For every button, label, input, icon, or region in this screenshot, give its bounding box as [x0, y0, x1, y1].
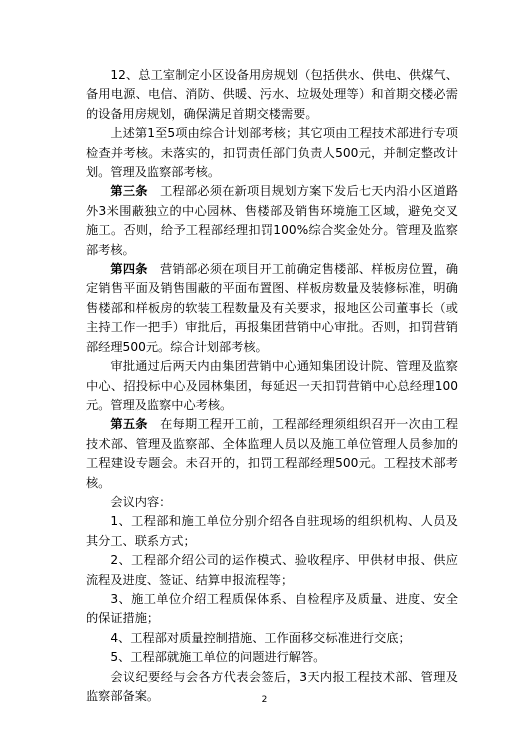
document-body	[86, 66, 458, 706]
paragraph-text: 3、施工单位介绍工程质保体系、自检程序及质量、进度、安全的保证措施；	[86, 591, 458, 626]
paragraph-meeting-content-heading	[86, 493, 458, 512]
paragraph-text: 在每期工程开工前，工程部经理须组织召开一次由工程技术部、管理及监察部、全体监理人员以及施工单位管理人员参加的工程建设专题会。未召开的，扣罚工程部经理500元。工程技术部考核。	[86, 417, 459, 490]
article-heading: 第三条	[110, 184, 148, 199]
paragraph-text: 1、工程部和施工单位分别介绍各自驻现场的组织机构、人员及其分工、联系方式；	[86, 514, 458, 548]
paragraph-article-4	[86, 260, 458, 357]
article-heading: 第五条	[110, 417, 148, 432]
paragraph-approval-note	[86, 357, 458, 415]
paragraph-text: 会议纪要经与会各方代表会签后，3天内报工程技术部、管理及监察部备案。	[86, 669, 458, 703]
paragraph-meeting-item-2	[86, 551, 458, 590]
paragraph-item-12	[86, 66, 458, 124]
paragraph-meeting-item-3	[86, 590, 458, 629]
paragraph-text: 工程部必须在新项目规划方案下发后七天内沿小区道路外3米围蔽独立的中心园林、售楼部及销售环境施工区域，避免交叉施工。否则，给予工程部经理扣罚100%综合奖金处分。管理及监察部考核。	[86, 184, 459, 257]
article-heading: 第四条	[110, 262, 148, 277]
paragraph-text: 会议内容：	[110, 494, 172, 509]
paragraph-article-3	[86, 182, 458, 260]
paragraph-assessment-note	[86, 124, 458, 182]
page-number: 2	[261, 695, 268, 705]
paragraph-meeting-item-1	[86, 512, 458, 551]
paragraph-meeting-item-4	[86, 629, 458, 648]
paragraph-text: 12、总工室制定小区设备用房规划（包括供水、供电、供煤气、备用电源、电信、消防、供暖、污水、垃圾处理等）和首期交楼必需的设备用房规划，确保满足首期交楼需要。	[86, 68, 458, 121]
paragraph-text: 营销部必须在项目开工前确定售楼部、样板房位置，确定销售平面及销售围蔽的平面布置图、样板房数量及装修标准，明确售楼部和样板房的软装工程数量及有关要求，报地区公司董事长（或主持工作一把手）审批后，再报集团营销中心审批。否则，扣罚营销部经理500元。综合计划部考核。	[86, 262, 459, 354]
paragraph-text: 审批通过后两天内由集团营销中心通知集团设计院、管理及监察中心、招投标中心及园林集团，每延迟一天扣罚营销中心总经理100元。管理及监察中心考核。	[86, 359, 458, 412]
paragraph-text: 4、工程部对质量控制措施、工作面移交标准进行交底；	[110, 630, 411, 645]
paragraph-text: 2、工程部介绍公司的运作模式、验收程序、甲供材申报、供应流程及进度、签证、结算申报流程等；	[86, 553, 458, 587]
paragraph-article-5	[86, 415, 458, 493]
paragraph-text: 5、工程部就施工单位的问题进行解答。	[110, 650, 326, 665]
paragraph-meeting-item-5	[86, 648, 458, 667]
paragraph-text: 上述第1至5项由综合计划部考核；其它项由工程技术部进行专项检查并考核。未落实的，扣罚责任部门负责人500元，并制定整改计划。管理及监察部考核。	[86, 126, 458, 180]
